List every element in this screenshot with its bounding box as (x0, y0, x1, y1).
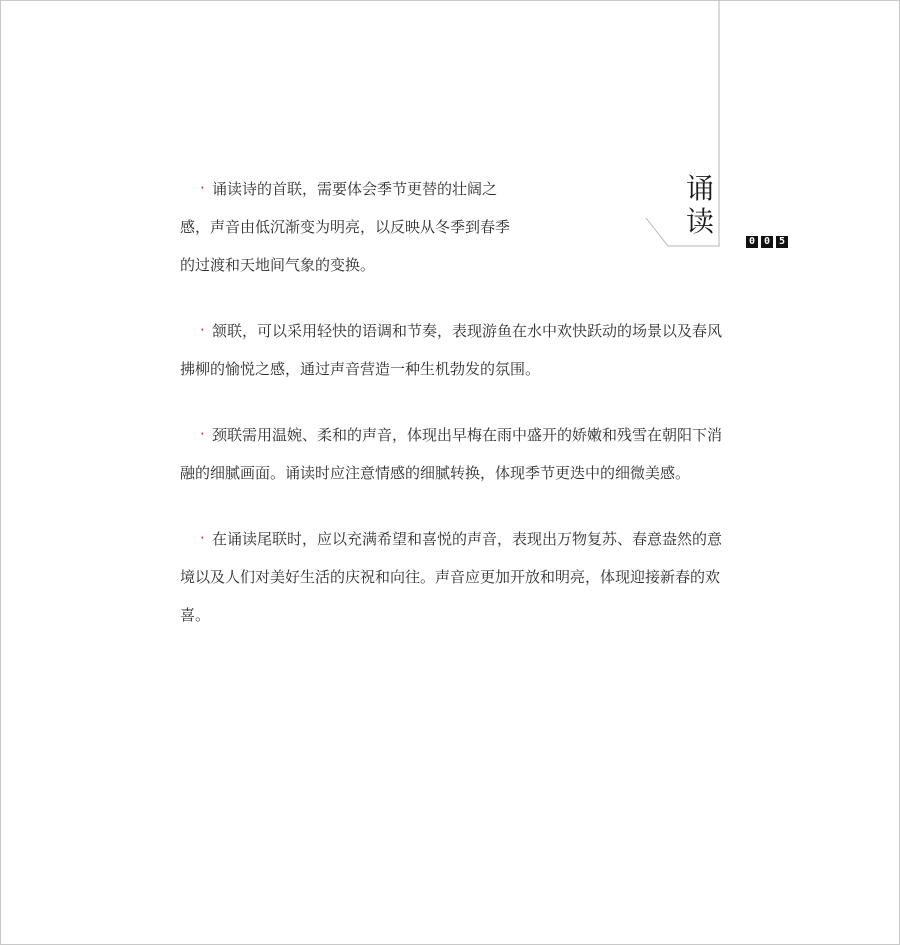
paragraph-text: 诵读诗的首联，需要体会季节更替的壮阔之感，声音由低沉渐变为明亮，以反映从冬季到春季的过渡和天地间气象的变换。 (180, 180, 511, 274)
bullet-dot: · (200, 529, 205, 547)
paragraph-second-couplet (180, 312, 725, 388)
paragraph-third-couplet (180, 416, 725, 492)
section-title: 诵读 (685, 172, 714, 238)
page-number (746, 236, 788, 248)
paragraph-text: 颈联需用温婉、柔和的声音，体现出早梅在雨中盛开的娇嫩和残雪在朝阳下消融的细腻画面。诵读时应注意情感的细腻转换，体现季节更迭中的细微美感。 (180, 426, 723, 482)
paragraph-first-couplet (180, 170, 510, 284)
paragraph-text: 在诵读尾联时，应以充满希望和喜悦的声音，表现出万物复苏、春意盎然的意境以及人们对美好生活的庆祝和向往。声音应更加开放和明亮，体现迎接新春的欢喜。 (180, 530, 723, 624)
page-number-digit: 5 (776, 236, 788, 248)
body-content (180, 170, 725, 634)
paragraph-final-couplet (180, 520, 725, 634)
bullet-dot: · (200, 321, 205, 339)
bullet-dot: · (200, 425, 205, 443)
paragraph-text: 颔联，可以采用轻快的语调和节奏，表现游鱼在水中欢快跃动的场景以及春风拂柳的愉悦之感，通过声音营造一种生机勃发的氛围。 (180, 322, 723, 378)
page-number-digit: 0 (746, 236, 758, 248)
page-number-digit: 0 (761, 236, 773, 248)
bullet-dot: · (200, 179, 205, 197)
